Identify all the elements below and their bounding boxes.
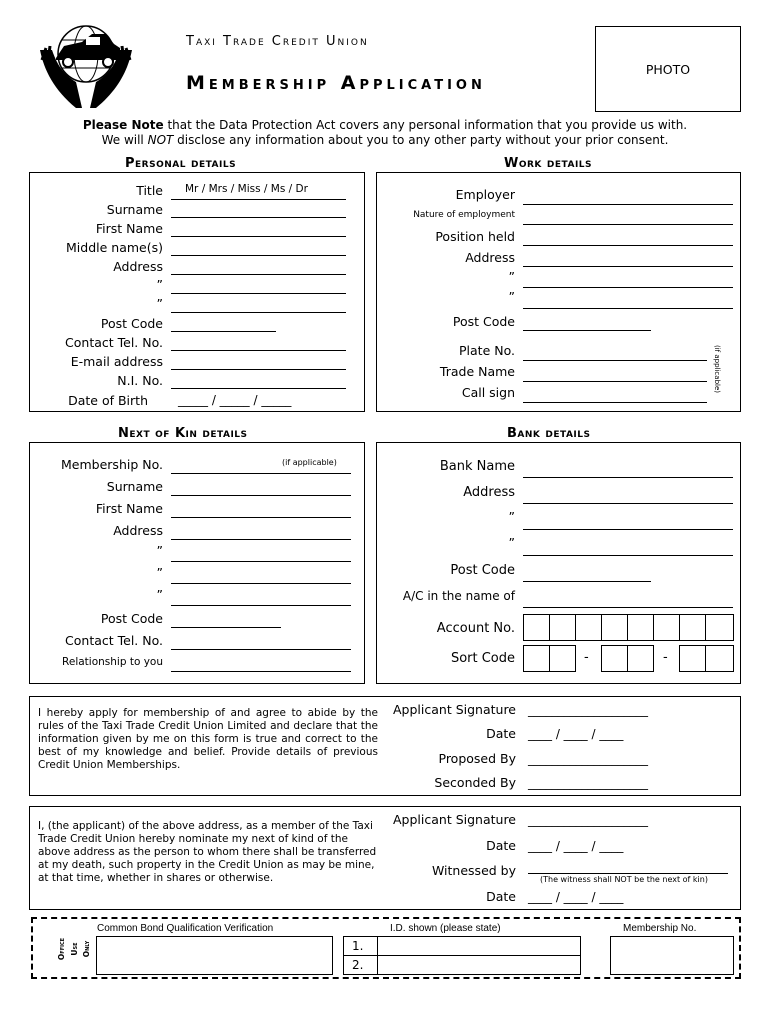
witnessed-by-field[interactable] <box>528 873 728 874</box>
account-digit-1[interactable] <box>523 614 550 641</box>
nature-label: Nature of employment <box>413 210 515 220</box>
id-row-2-number: 2. <box>352 958 364 972</box>
sort-digit-4[interactable] <box>627 645 654 672</box>
kin-post-code-field[interactable] <box>171 627 281 628</box>
membership-field[interactable] <box>171 473 351 474</box>
membership-no-label: Membership No. <box>623 923 697 934</box>
email-field[interactable] <box>171 369 346 370</box>
data-protection-notice <box>0 118 770 148</box>
position-field[interactable] <box>523 245 733 246</box>
plate-field[interactable] <box>523 360 707 361</box>
date-field-3[interactable]: ____ / ____ / ____ <box>528 890 624 904</box>
account-digit-3[interactable] <box>575 614 602 641</box>
kin-first-name-label: First Name <box>95 501 163 516</box>
ditto-mark: ” <box>156 296 163 311</box>
ni-field[interactable] <box>171 388 346 389</box>
bank-heading: Bank details <box>507 426 591 441</box>
ac-name-field[interactable] <box>523 607 733 608</box>
relationship-field[interactable] <box>171 671 351 672</box>
contact-field[interactable] <box>171 350 346 351</box>
ditto-mark: ” <box>508 509 515 524</box>
ditto-mark: ” <box>508 289 515 304</box>
nature-field[interactable] <box>523 224 733 225</box>
date-field[interactable]: ____ / ____ / ____ <box>528 727 624 741</box>
kin-address-field-4[interactable] <box>171 605 351 606</box>
nomination-text: I, (the applicant) of the above address, as a member of the Taxi Trade Credit Union hereby nominate my next of kind of the above address as the person to whom there shall be transferred at my death, such property in the Credit Union as may be mine, at that time, whether in shares or otherwise. <box>38 820 377 884</box>
work-address-field-2[interactable] <box>523 287 733 288</box>
plate-label: Plate No. <box>459 343 515 358</box>
office-word: Office <box>57 937 66 961</box>
trade-label: Trade Name <box>439 364 515 379</box>
kin-address-label: Address <box>113 523 163 538</box>
post-code-label: Post Code <box>100 316 163 331</box>
bank-address-label: Address <box>463 485 515 500</box>
sort-digit-6[interactable] <box>705 645 734 672</box>
declaration-text: I hereby apply for membership of and agree to abide by the rules of the Taxi Trade Credit Union Limited and declare that the information given by me on this form is true and correct to the best of my knowledge and belief. Provide details of previous Credit Union Memberships. <box>38 707 378 771</box>
common-bond-field[interactable] <box>96 936 333 975</box>
applicant-signature-label: Applicant Signature <box>393 702 516 717</box>
kin-contact-label: Contact Tel. No. <box>65 633 163 648</box>
bank-address-field-1[interactable] <box>523 503 733 504</box>
date-label: Date <box>486 726 516 741</box>
email-label: E-mail address <box>70 354 163 369</box>
ni-label: N.I. No. <box>117 373 163 388</box>
kin-post-code-label: Post Code <box>100 611 163 626</box>
id-shown-label: I.D. shown (please state) <box>390 923 501 934</box>
position-label: Position held <box>435 229 515 244</box>
ditto-mark: ” <box>156 277 163 292</box>
employer-label: Employer <box>455 187 515 202</box>
witnessed-by-label: Witnessed by <box>431 863 516 878</box>
first-name-label: First Name <box>95 221 163 236</box>
kin-contact-field[interactable] <box>171 649 351 650</box>
post-code-field[interactable] <box>171 331 276 332</box>
account-digit-4[interactable] <box>601 614 628 641</box>
first-name-field[interactable] <box>171 236 346 237</box>
account-digit-5[interactable] <box>627 614 654 641</box>
notice-not: NOT <box>147 133 174 147</box>
trade-field[interactable] <box>523 381 707 382</box>
witness-note: (The witness shall NOT be the next of kin) <box>540 875 708 884</box>
sort-digit-1[interactable] <box>523 645 550 672</box>
sort-digit-2[interactable] <box>549 645 576 672</box>
work-heading: Work details <box>504 156 593 171</box>
personal-section <box>29 172 365 412</box>
kin-if-applicable: (if applicable) <box>282 458 337 467</box>
kin-section <box>29 442 365 684</box>
dob-field[interactable]: _____ / _____ / _____ <box>178 393 292 407</box>
common-bond-label: Common Bond Qualification Verification <box>97 923 274 934</box>
call-sign-label: Call sign <box>461 385 515 400</box>
only-word: Only <box>82 940 91 958</box>
account-digit-7[interactable] <box>679 614 706 641</box>
middle-name-field[interactable] <box>171 255 346 256</box>
use-word: Use <box>70 942 79 956</box>
work-address-label: Address <box>465 250 515 265</box>
nomination-declaration <box>29 806 741 910</box>
notice-line2b: disclose any information about you to any other party without your prior consent. <box>173 133 669 147</box>
notice-line1: that the Data Protection Act covers any personal information that you provide us with. <box>163 118 688 132</box>
personal-heading: Personal details <box>125 156 237 171</box>
bank-post-code-field[interactable] <box>523 581 651 582</box>
work-section <box>376 172 741 412</box>
id-row-1-number: 1. <box>352 939 364 953</box>
dob-label: Date of Birth <box>68 393 148 408</box>
applicant-signature-field-2[interactable]: ____________________ <box>528 813 648 827</box>
work-post-code-field[interactable] <box>523 330 651 331</box>
kin-first-name-field[interactable] <box>171 517 351 518</box>
address-field-1[interactable] <box>171 274 346 275</box>
bank-name-field[interactable] <box>523 477 733 478</box>
seconded-by-field[interactable]: ____________________ <box>528 776 648 790</box>
form-title: Membership Application <box>186 72 486 94</box>
call-sign-field[interactable] <box>523 402 707 403</box>
if-applicable-vertical: (if applicable) <box>713 345 721 393</box>
applicant-signature-field[interactable]: ____________________ <box>528 703 648 717</box>
kin-address-field-2[interactable] <box>171 561 351 562</box>
work-address-field-1[interactable] <box>523 266 733 267</box>
date-label-3: Date <box>486 889 516 904</box>
id-row-2[interactable] <box>343 955 581 975</box>
title-label: Title <box>136 183 163 198</box>
middle-name-label: Middle name(s) <box>66 240 163 255</box>
work-address-field-3[interactable] <box>523 308 733 309</box>
date-label-2: Date <box>486 838 516 853</box>
sort-dash-1: - <box>584 650 589 665</box>
notice-line2a: We will <box>101 133 148 147</box>
ditto-mark: ” <box>508 269 515 284</box>
ditto-mark: ” <box>156 543 163 558</box>
bank-name-label: Bank Name <box>439 459 515 474</box>
membership-label: Membership No. <box>61 457 163 472</box>
bank-post-code-label: Post Code <box>450 563 515 578</box>
account-digit-8[interactable] <box>705 614 734 641</box>
sort-code-label: Sort Code <box>450 651 515 666</box>
sort-digit-3[interactable] <box>601 645 628 672</box>
contact-label: Contact Tel. No. <box>65 335 163 350</box>
office-use-section <box>31 917 741 979</box>
ditto-mark: ” <box>156 587 163 602</box>
employer-field[interactable] <box>523 204 733 205</box>
membership-no-field[interactable] <box>610 936 734 975</box>
kin-address-field-1[interactable] <box>171 539 351 540</box>
photo-label: PHOTO <box>645 62 691 77</box>
address-label: Address <box>113 259 163 274</box>
org-name: Taxi Trade Credit Union <box>186 34 369 49</box>
ditto-mark: ” <box>508 535 515 550</box>
id-row-1[interactable] <box>343 936 581 956</box>
use-vertical-label <box>70 922 79 976</box>
surname-label: Surname <box>106 202 163 217</box>
proposed-by-field[interactable]: ____________________ <box>528 752 648 766</box>
ac-name-label: A/C in the name of <box>402 589 515 603</box>
bank-address-field-3[interactable] <box>523 555 733 556</box>
ditto-mark: ” <box>156 565 163 580</box>
seconded-by-label: Seconded By <box>434 775 516 790</box>
work-post-code-label: Post Code <box>452 314 515 329</box>
sort-digit-5[interactable] <box>679 645 706 672</box>
surname-field[interactable] <box>171 217 346 218</box>
bank-section <box>376 442 741 684</box>
notice-bold: Please Note <box>82 118 164 132</box>
kin-surname-field[interactable] <box>171 495 351 496</box>
date-field-2[interactable]: ____ / ____ / ____ <box>528 839 624 853</box>
title-options[interactable]: Mr / Mrs / Miss / Ms / Dr <box>185 183 308 195</box>
credit-union-logo <box>36 20 136 112</box>
membership-declaration <box>29 696 741 796</box>
account-digit-6[interactable] <box>653 614 680 641</box>
only-vertical-label <box>82 922 91 976</box>
account-digit-2[interactable] <box>549 614 576 641</box>
sort-dash-2: - <box>663 650 668 665</box>
photo-box[interactable] <box>595 26 741 112</box>
kin-surname-label: Surname <box>106 479 163 494</box>
relationship-label: Relationship to you <box>62 656 163 668</box>
office-use-vertical-label <box>58 922 66 976</box>
kin-heading: Next of Kin details <box>118 426 248 441</box>
proposed-by-label: Proposed By <box>438 751 516 766</box>
bank-address-field-2[interactable] <box>523 529 733 530</box>
account-no-label: Account No. <box>436 621 515 636</box>
kin-address-field-3[interactable] <box>171 583 351 584</box>
address-field-3[interactable] <box>171 312 346 313</box>
applicant-signature-label-2: Applicant Signature <box>393 812 516 827</box>
address-field-2[interactable] <box>171 293 346 294</box>
